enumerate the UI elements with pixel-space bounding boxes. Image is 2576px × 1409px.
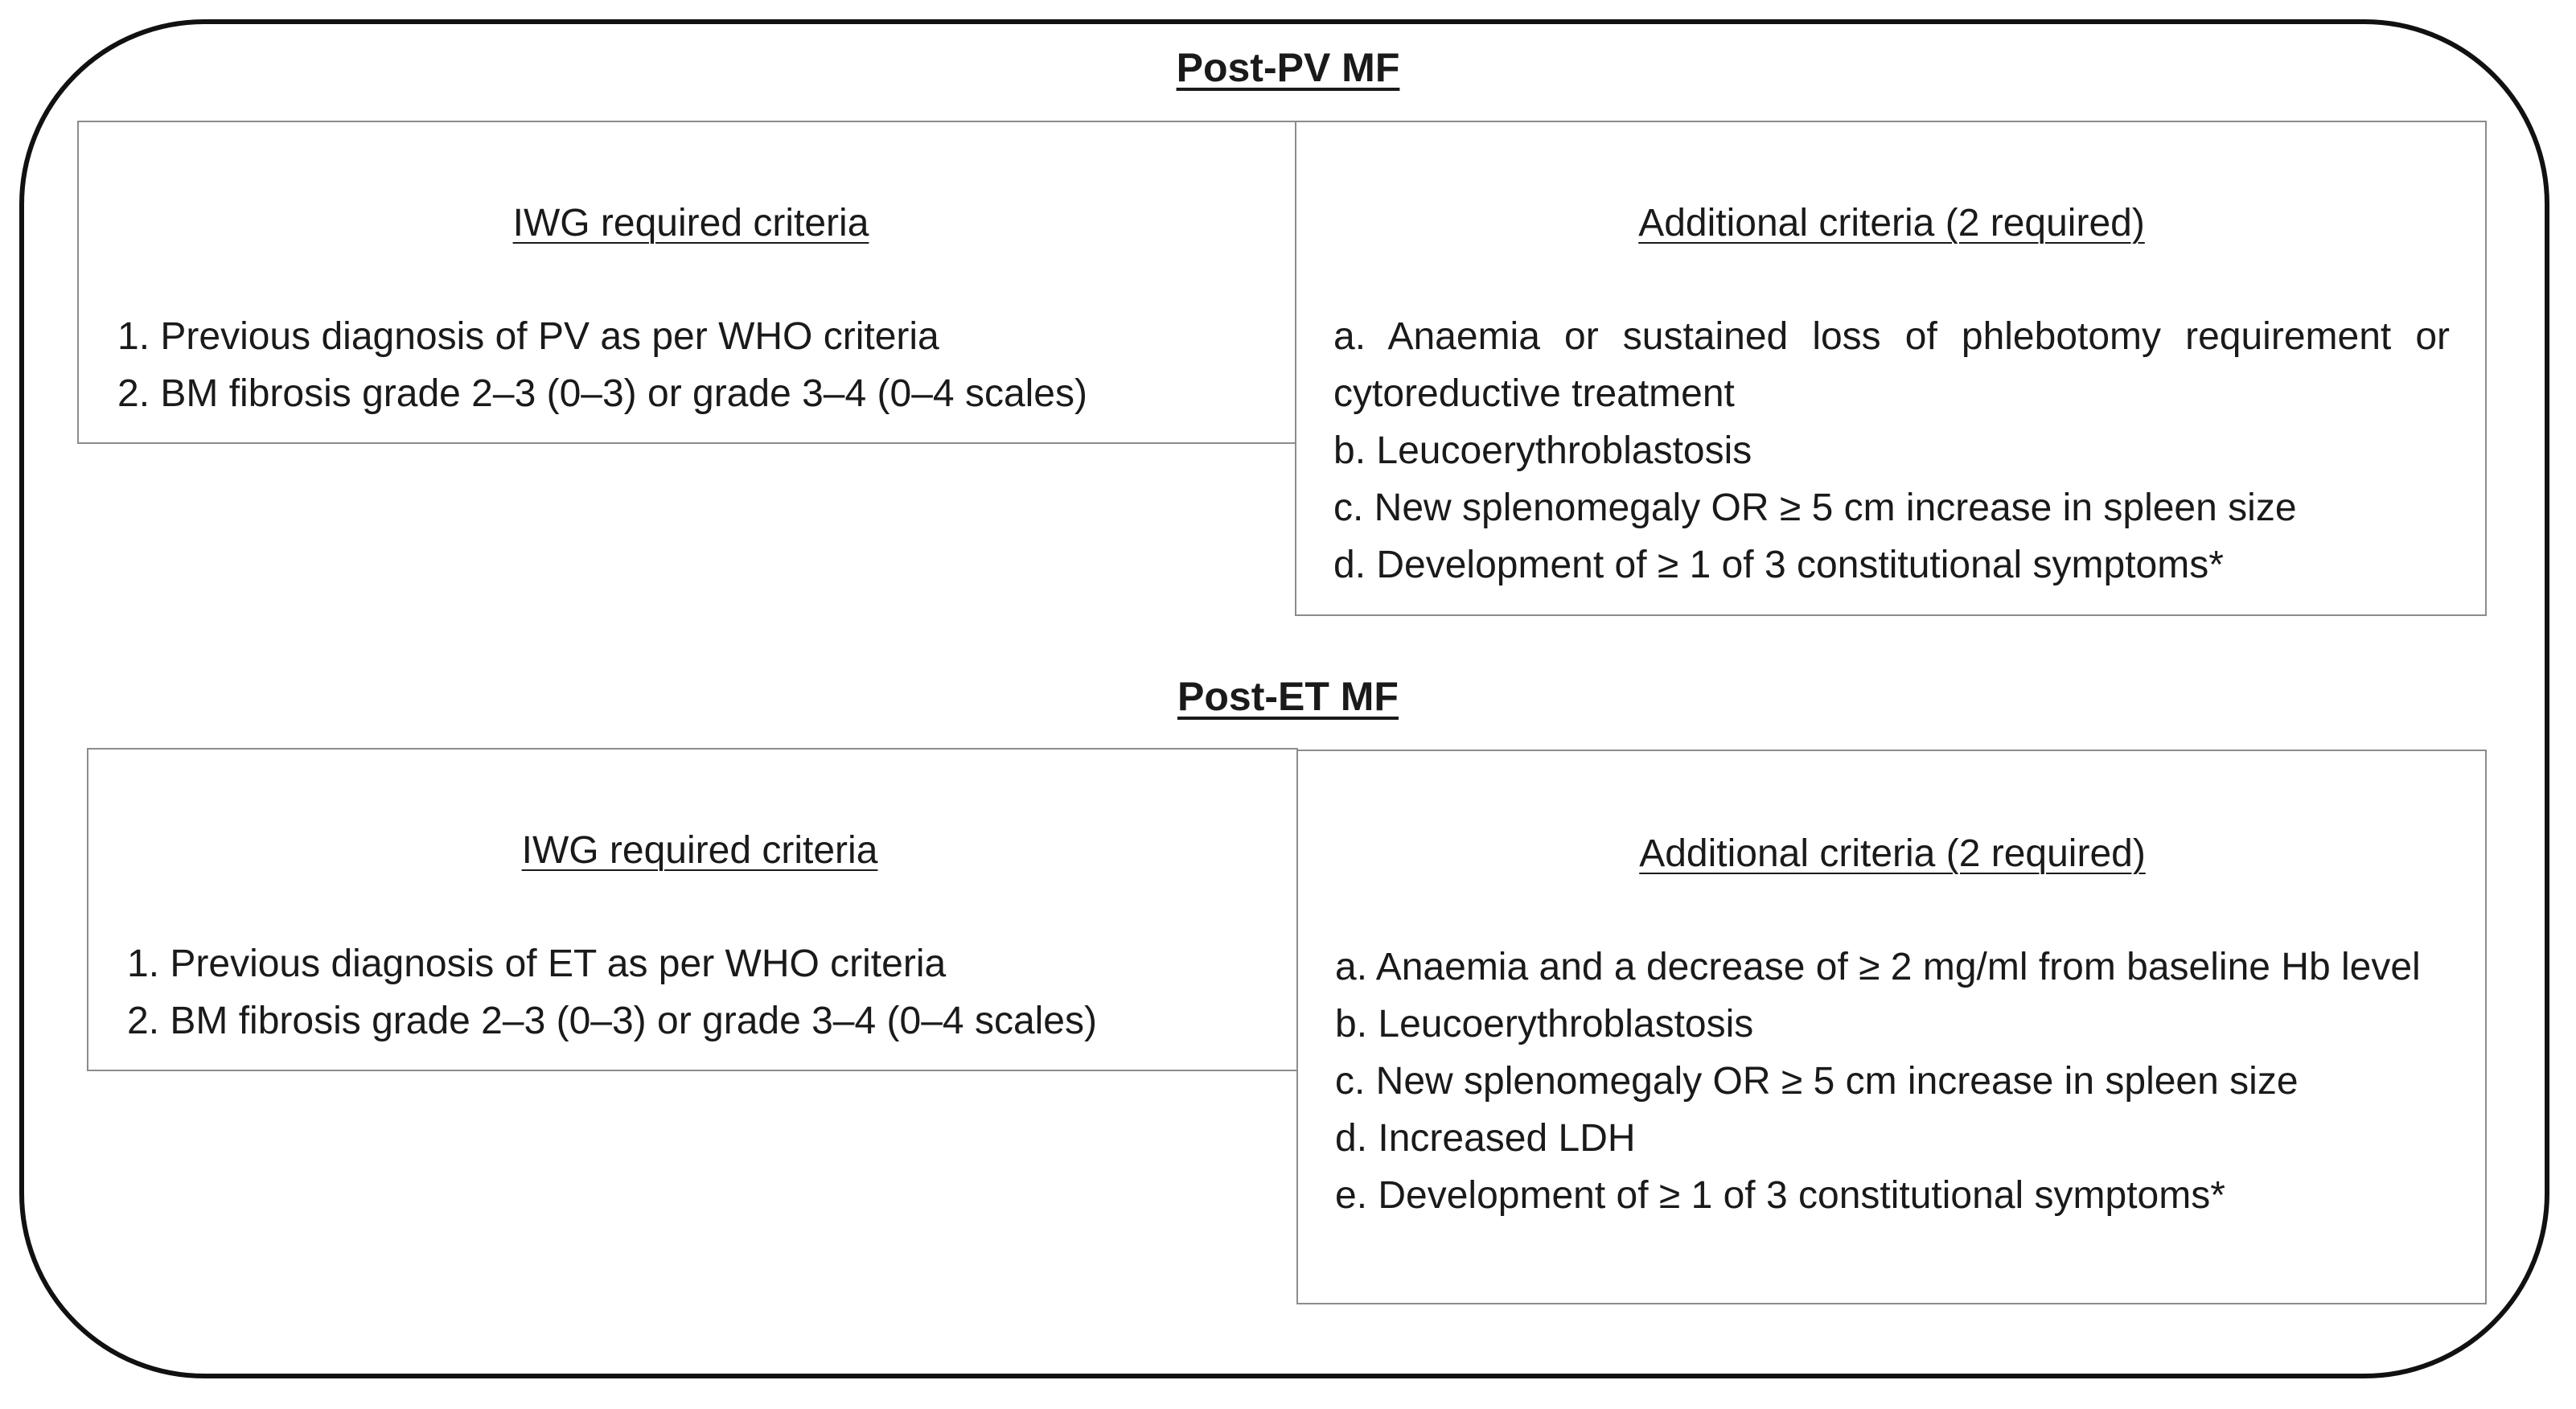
additional-criteria-list	[1333, 308, 2450, 594]
additional-criteria-list	[1335, 939, 2450, 1224]
additional-criteria-heading: Additional criteria (2 required)	[1638, 202, 2145, 244]
list-item: a. Anaemia and a decrease of ≥ 2 mg/ml from baseline Hb level	[1335, 946, 2421, 988]
post-pv-required-criteria-box	[77, 121, 1298, 444]
list-item: e. Development of ≥ 1 of 3 constitutional symptoms*	[1335, 1174, 2225, 1217]
list-item: d. Increased LDH	[1335, 1117, 1636, 1160]
list-item: 1. Previous diagnosis of ET as per WHO criteria	[127, 943, 947, 985]
required-criteria-heading: IWG required criteria	[521, 829, 878, 872]
post-et-additional-criteria-box	[1296, 750, 2487, 1304]
list-item: 1. Previous diagnosis of PV as per WHO criteria	[117, 315, 939, 358]
required-criteria-list	[127, 935, 1272, 1050]
list-item: 2. BM fibrosis grade 2–3 (0–3) or grade 3–4 (0–4 scales)	[117, 372, 1087, 415]
list-item: c. New splenomegaly OR ≥ 5 cm increase in spleen size	[1335, 1060, 2299, 1103]
required-criteria-list	[117, 308, 1264, 422]
post-pv-additional-criteria-box	[1295, 121, 2487, 616]
post-et-required-criteria-box	[87, 748, 1298, 1071]
list-item: b. Leucoerythroblastosis	[1333, 429, 1752, 472]
list-item: 2. BM fibrosis grade 2–3 (0–3) or grade 3–4 (0–4 scales)	[127, 1000, 1097, 1042]
additional-criteria-heading: Additional criteria (2 required)	[1639, 832, 2146, 875]
list-item: c. New splenomegaly OR ≥ 5 cm increase in spleen size	[1333, 487, 2297, 529]
section-title-post-pv-mf: Post-PV MF	[1176, 45, 1400, 90]
list-item: d. Development of ≥ 1 of 3 constitutional symptoms*	[1333, 544, 2224, 586]
list-item: b. Leucoerythroblastosis	[1335, 1003, 1754, 1045]
list-item: a. Anaemia or sustained loss of phlebotomy requirement or cytoreductive treatment	[1333, 315, 2450, 415]
required-criteria-heading: IWG required criteria	[512, 202, 869, 244]
section-title-post-et-mf: Post-ET MF	[1177, 674, 1399, 719]
